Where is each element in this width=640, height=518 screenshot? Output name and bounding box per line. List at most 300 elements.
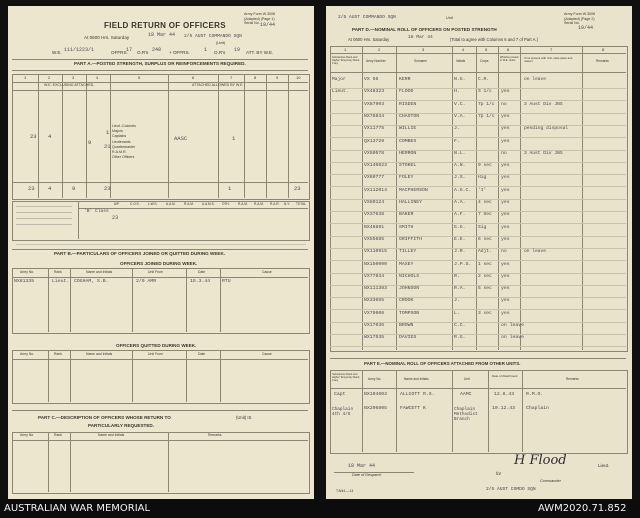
roll-cell: V.A. — [454, 113, 466, 119]
roll-cell: J.P.S. — [454, 261, 472, 267]
col-number: 6 — [192, 75, 195, 80]
col-number: 4 — [462, 47, 465, 52]
cell-value: 1 — [232, 135, 236, 142]
col-head: Whether posted in W.E. ranks — [500, 56, 519, 62]
cell-value: 4 — [48, 133, 52, 140]
e-head: Unit — [464, 377, 470, 381]
roll-cell: L. — [454, 310, 460, 316]
rule — [48, 432, 49, 492]
archive-footer — [0, 500, 640, 518]
roll-cell: KERR — [399, 77, 411, 82]
unit-typed: 2/5 AUST COMMANDO SQN — [184, 34, 242, 39]
col-head: Army Number — [366, 59, 386, 63]
rule — [244, 74, 245, 198]
cell-value: 1 — [106, 129, 110, 136]
rule — [12, 359, 308, 360]
roll-cell: J. — [454, 298, 460, 304]
roll-cell: on leave — [524, 77, 547, 82]
e-cell: AAMC — [460, 392, 472, 397]
roll-cell: SMITH — [399, 224, 414, 230]
cell-value: 9 — [88, 139, 92, 146]
col-head: Corps — [480, 59, 489, 63]
print-code: T.8/44.—14 — [336, 489, 354, 493]
col-head: Substantive Rank and Higher Temporary Rank, if any — [332, 56, 361, 65]
roll-cell: 3 Aust Div JNS — [524, 150, 563, 156]
signed-unit: 2/5 AUST COMDO SQN — [486, 487, 536, 492]
roll-cell: A.F. — [454, 212, 466, 218]
part-a-title: PART A.—POSTED STRENGTH, SURPLUS OR REINFORCEMENTS REQUIRED. — [74, 61, 246, 66]
ors-value: 248 — [152, 47, 162, 53]
sub-head: L.W.S. — [148, 202, 158, 206]
col-number: 2 — [48, 75, 51, 80]
join-head: Date — [198, 270, 206, 274]
e-cell: Chaplain — [526, 406, 550, 411]
roll-cell: yes — [501, 126, 510, 132]
sub-head: OTH. — [222, 202, 230, 206]
e-cell: NX206805 — [364, 406, 388, 411]
c-head: Rank — [54, 433, 62, 437]
part-e-title: PART E.—NOMINAL ROLL OF OFFICERS ATTACHED FROM OTHER UNITS. — [364, 361, 521, 366]
roll-cell: VX48323 — [364, 89, 385, 95]
sub-head: R.A.R. — [270, 202, 280, 206]
quitted-title: OFFICERS QUITTED DURING WEEK. — [116, 343, 197, 348]
we-excluding-header: W.E. EXCLUDING ATTACHED. — [44, 83, 95, 87]
sub-head: R.A.M. — [238, 202, 248, 206]
rule — [16, 218, 72, 219]
roll-cell: yes — [501, 261, 510, 267]
rule — [288, 74, 289, 198]
total-note: (Total to agree with Columns 6 and 7 of Part A.) — [450, 37, 538, 42]
rule — [522, 370, 523, 452]
roll-cell: R.G. — [454, 335, 466, 341]
roll-cell: 6 sec — [478, 236, 492, 242]
right-form-page — [326, 6, 632, 499]
serial-number: 19/44 — [260, 22, 276, 28]
total-value: 23 — [104, 185, 111, 192]
roll-cell: yes — [501, 187, 510, 193]
for-label: for — [496, 471, 502, 476]
rule — [12, 440, 308, 441]
roll-cell: QX13729 — [364, 138, 385, 144]
e-cell: R.M.O. — [526, 392, 544, 397]
total-value: 23 — [28, 185, 35, 192]
roll-cell: VX 56 — [364, 77, 379, 82]
join-head: Unit From — [148, 270, 163, 274]
roll-cell: Adjt. — [478, 249, 492, 255]
e-head: Name and Initials — [404, 377, 429, 381]
col-number: 1 — [24, 75, 27, 80]
roll-cell: yes — [501, 200, 510, 205]
e-cell: 10.12.43 — [492, 406, 516, 411]
rule — [12, 70, 308, 71]
rule — [12, 249, 308, 250]
roll-cell: VX80124 — [364, 200, 385, 205]
rule — [220, 268, 221, 332]
roll-cell: NX46891 — [364, 224, 385, 230]
offrs-value: 17 — [126, 47, 133, 53]
join-cell: 15.3.44 — [190, 279, 211, 284]
sub-head: TOTAL — [296, 202, 306, 206]
e-head: Date of Attachment — [492, 374, 518, 378]
roll-cell: MACPHERSON — [399, 187, 428, 193]
rule — [220, 350, 221, 402]
roll-cell: yes — [501, 310, 510, 316]
roll-cell: yes — [501, 224, 510, 230]
roll-cell: JOHNSON — [399, 286, 420, 292]
c-head: Name and Initials — [98, 433, 125, 437]
col-number: 7 — [230, 75, 233, 80]
roll-cell: A.N. — [454, 163, 466, 169]
col-head: Surname — [414, 59, 427, 63]
ors-label: O.R's — [137, 50, 149, 55]
join-cell: COGHAM, S.B. — [74, 279, 109, 284]
e-cell: NX104603 — [364, 392, 388, 397]
col-number: 8 — [254, 75, 257, 80]
date-typed: 18 Mar 44 — [408, 35, 433, 40]
sub-head: A.A.M. — [166, 202, 176, 206]
roll-cell: yes — [501, 175, 510, 181]
roll-cell: VX87903 — [364, 101, 385, 107]
rule — [132, 350, 133, 402]
col-number: 2 — [378, 47, 381, 52]
roll-cell: DAVIES — [399, 335, 417, 341]
roll-cell: no — [501, 101, 507, 107]
roll-cell: 3 sec — [478, 310, 492, 316]
form-title: FIELD RETURN OF OFFICERS — [104, 21, 226, 30]
roll-cell: pending disposal — [524, 126, 569, 132]
rule — [12, 59, 308, 60]
roll-cell: MAXEY — [399, 261, 414, 267]
col-number: 7 — [550, 47, 553, 52]
class-value: 'B' Class — [84, 209, 109, 214]
rule — [48, 350, 49, 402]
roll-cell: J.R. — [454, 249, 466, 255]
rule — [168, 74, 169, 198]
date-typed: 18 Mar 44 — [148, 32, 176, 38]
roll-cell: yes — [501, 236, 510, 242]
roll-cell: NX111383 — [364, 286, 388, 292]
rule — [12, 182, 308, 183]
join-head: Army No. — [20, 270, 35, 274]
join-cell: Lieut. — [52, 279, 70, 284]
roll-cell: GRIFFITH — [399, 236, 423, 242]
roll-cell: N.G. — [454, 77, 466, 82]
offrs-label: OFFRS. — [111, 50, 128, 55]
roll-cell: BROWN — [399, 323, 414, 328]
roll-cell: WILLIE — [399, 126, 417, 132]
roll-cell: HERRON — [399, 150, 417, 156]
at-line: At 0600 Hrs. Saturday — [84, 35, 130, 40]
total-value: 1 — [228, 185, 232, 192]
join-head: Cause — [262, 270, 272, 274]
quit-head: Date — [198, 352, 206, 356]
roll-cell: no — [501, 150, 507, 156]
rule — [186, 268, 187, 332]
roll-cell: 7p 1/c — [478, 113, 495, 119]
roll-cell: 3 Aust Div JNS — [524, 101, 563, 107]
rule — [452, 370, 453, 452]
signature-rank: Lieut. — [598, 463, 610, 468]
roll-cell: Lieut. — [332, 89, 349, 95]
roll-cell: 5 sec — [478, 286, 492, 292]
roll-cell: yes — [501, 212, 510, 218]
roll-cell: R. — [454, 273, 460, 279]
roll-cell: VX11775 — [364, 126, 385, 132]
col-head: Remarks — [596, 59, 609, 63]
roll-cell: NICHOLS — [399, 273, 420, 279]
rule — [132, 268, 133, 332]
unit-label-2: (Unit) IS — [236, 415, 252, 420]
roll-cell: RISDEN — [399, 101, 417, 107]
part-d-title: PART D.—NOMINAL ROLL OF OFFICERS ON POSTED STRENGTH — [352, 27, 497, 32]
roll-cell: BAKER — [399, 212, 414, 218]
roll-cell: WX17535 — [364, 335, 385, 341]
rule — [330, 388, 626, 389]
col-number: 4 — [96, 75, 99, 80]
cell-value: AASC — [174, 135, 188, 142]
rule — [70, 268, 71, 332]
cell-value: 21 — [104, 143, 111, 150]
roll-cell: CROOK — [399, 298, 414, 304]
roll-cell: yes — [501, 286, 510, 292]
roll-cell: on leave — [524, 249, 547, 255]
join-head: Name and Initials — [86, 270, 113, 274]
archive-id: AWM2020.71.852 — [538, 503, 627, 514]
quit-head: Rank — [54, 352, 62, 356]
e-cell: Chaplain Methodist Branch — [454, 407, 478, 422]
rule — [396, 370, 397, 452]
roll-cell: VX112014 — [364, 187, 388, 193]
roll-cell: yes — [501, 89, 510, 95]
roll-cell: V.C. — [454, 101, 466, 107]
form-id: Army Form W.3008 (Adapted) (Page 1) Serial No. — [244, 12, 275, 25]
ranks-list: Lieut.-Colonels Majors Captains Lieutenants Quartermaster R.A.M.R. Other Officers — [112, 124, 136, 160]
attached-allowed-header: ATTACHED ALLOWED BY W.E. — [192, 83, 244, 87]
roll-cell: F. — [454, 138, 460, 144]
join-cell: NX81335 — [14, 279, 35, 284]
sub-head: A/P — [114, 202, 120, 206]
col-number: 8 — [602, 47, 605, 52]
e-cell: Chaplain 4th 4/8 — [332, 407, 354, 417]
roll-cell: G.G. — [454, 224, 466, 230]
roll-cell: 4 sec — [478, 200, 492, 205]
roll-cell: yes — [501, 138, 510, 144]
rule — [488, 370, 489, 452]
c-head: Army No. — [20, 433, 35, 437]
rule — [266, 74, 267, 198]
col-number: 5 — [138, 75, 141, 80]
join-head: Rank — [54, 270, 62, 274]
roll-cell: on leave — [501, 335, 525, 341]
roll-cell: STOKEL — [399, 163, 417, 169]
join-cell: 2/9 AMR — [136, 279, 157, 284]
quit-head: Unit From — [148, 352, 163, 356]
roll-cell: VX37638 — [364, 212, 385, 218]
sub-head: N.Y. — [284, 202, 290, 206]
row-divider — [330, 346, 626, 347]
roll-cell: Hig — [478, 175, 487, 181]
roll-cell: A.A. — [454, 200, 466, 205]
roll-cell: yes — [501, 298, 510, 304]
col-head: Initials — [456, 59, 466, 63]
roll-cell: VX55685 — [364, 236, 385, 242]
roll-cell: VX110915 — [364, 249, 388, 255]
e-cell: FAWCETT K — [400, 406, 426, 411]
plus-offrs-label: + OFFRS. — [169, 50, 190, 55]
part-c-subtitle: PARTICULARLY REQUESTED. — [88, 423, 155, 428]
rule — [86, 74, 87, 198]
archive-name: AUSTRALIAN WAR MEMORIAL — [4, 503, 151, 514]
roll-cell: FLOOD — [399, 89, 414, 95]
we-label: W.E. — [52, 50, 62, 55]
part-c-table — [12, 432, 310, 494]
roll-cell: VX79606 — [364, 310, 385, 316]
total-value: 4 — [48, 185, 52, 192]
roll-cell: VX140823 — [364, 163, 388, 169]
left-form-page — [8, 6, 314, 499]
rule — [48, 268, 49, 332]
roll-cell: C.R. — [478, 77, 490, 82]
serial-number: 19/44 — [578, 25, 594, 31]
roll-cell: R.A. — [454, 286, 466, 292]
att-offrs-value: 1 — [204, 47, 208, 53]
att-ors-value: 19 — [234, 47, 241, 53]
col-number: 3 — [422, 47, 425, 52]
rule — [78, 208, 308, 209]
col-number: 5 — [485, 47, 488, 52]
roll-cell: 7 Sec — [478, 212, 492, 218]
e-head: Army No. — [368, 377, 382, 381]
rule — [62, 74, 63, 198]
roll-cell: on leave — [501, 323, 525, 328]
rule — [12, 410, 308, 411]
roll-cell: yes — [501, 273, 510, 279]
quit-head: Cause — [262, 352, 272, 356]
roll-cell: VX60777 — [364, 175, 385, 181]
col-number: 1 — [344, 47, 347, 52]
rule — [12, 277, 308, 278]
roll-cell: S 1/c — [478, 89, 492, 95]
class-count: 23 — [112, 215, 119, 221]
col-number: 3 — [72, 75, 75, 80]
roll-cell: A.G.C. — [454, 187, 472, 193]
at-line: At 0600 Hrs. Saturday — [348, 37, 390, 42]
roll-cell: VX77834 — [364, 273, 385, 279]
form-id: Army Form W.3008 (Adapted) (Page 2) Serial No. — [564, 12, 595, 25]
rule — [38, 74, 39, 198]
quit-head: Name and Initials — [86, 352, 113, 356]
rule — [16, 206, 72, 207]
rule — [70, 350, 71, 402]
roll-cell: 1 sec — [478, 261, 492, 267]
we-value: 111/1223/1 — [64, 47, 95, 53]
rule — [16, 212, 72, 213]
roll-cell: CHASTON — [399, 113, 420, 119]
rule — [218, 74, 219, 198]
e-cell: ALLCOTT R.S. — [400, 392, 435, 397]
col-head: If not present with Unit, state place and reason — [524, 56, 573, 64]
sub-head: R.A.M. — [254, 202, 264, 206]
col-number: 10 — [296, 75, 301, 80]
e-cell: Capt — [334, 392, 346, 397]
despatch-label: Date of Despatch — [352, 473, 382, 477]
rule — [16, 224, 72, 225]
roll-cell: J.S. — [454, 175, 466, 181]
roll-cell: Major — [332, 77, 346, 82]
e-cell: 12.8.43 — [494, 392, 515, 397]
sub-head: R.A.M. — [184, 202, 194, 206]
roll-cell: NX150000 — [364, 261, 388, 267]
rule — [362, 370, 363, 452]
total-value: 9 — [72, 185, 76, 192]
despatch-date: 18 Mar 44 — [348, 463, 376, 469]
rule — [12, 90, 308, 91]
commander-label: Commander — [540, 479, 561, 483]
rule — [70, 432, 71, 492]
total-value: 23 — [294, 185, 301, 192]
roll-cell: no — [501, 249, 507, 255]
roll-cell: J. — [454, 126, 460, 132]
unit-top: 2/5 AUST COMMANDO SQN — [338, 15, 396, 20]
roll-cell: COMBES — [399, 138, 417, 144]
roll-cell: TILLEY — [399, 249, 417, 255]
roll-cell: HALLINEY — [399, 200, 423, 205]
cell-value: 23 — [30, 133, 37, 140]
sub-head: A.A.M.S. — [202, 202, 215, 206]
roll-cell: NX33655 — [364, 298, 385, 304]
roll-cell: VX50578 — [364, 150, 385, 156]
joined-title: OFFICERS JOINED DURING WEEK. — [120, 261, 198, 266]
unit-label: Unit — [446, 16, 453, 20]
roll-cell: yes — [501, 163, 510, 169]
col-number: 6 — [507, 47, 510, 52]
col-number: 9 — [276, 75, 279, 80]
rule — [168, 432, 169, 492]
rule — [110, 74, 111, 198]
roll-cell: 2 sec — [478, 273, 492, 279]
ors-label-2: O.R's — [214, 50, 226, 55]
rule — [78, 201, 79, 239]
c-head: Remarks — [208, 433, 222, 437]
part-c-title: PART C.—DESCRIPTION OF OFFICERS WHOSE RETURN TO — [38, 415, 171, 420]
roll-cell: 'I' — [478, 187, 487, 193]
roll-cell: E.E. — [454, 236, 466, 242]
roll-cell: NX78834 — [364, 113, 385, 119]
roll-cell: Sig — [478, 224, 487, 230]
roll-cell: H. — [454, 89, 460, 95]
roll-cell: yes — [501, 113, 510, 119]
roll-cell: 7p 1/c — [478, 101, 495, 107]
rule — [186, 350, 187, 402]
roll-cell: N.L. — [454, 150, 466, 156]
roll-cell: FOLEY — [399, 175, 414, 181]
att-by-we-label: ATT. BY W.E. — [246, 50, 274, 55]
roll-cell: 9 sec — [478, 163, 492, 169]
e-head: Remarks — [566, 377, 579, 381]
join-cell: RTU — [222, 279, 231, 284]
signature: H Flood — [514, 453, 567, 468]
subtable — [12, 201, 310, 241]
sub-head: C.O.S. — [130, 202, 140, 206]
rule — [330, 358, 626, 359]
unit-label: (Unit) — [216, 41, 226, 45]
roll-cell: TOMPSON — [399, 310, 420, 316]
rule — [16, 244, 306, 245]
quit-head: Army No. — [20, 352, 35, 356]
e-head: Substantive Rank and Higher Temporary Rank, if any — [332, 373, 361, 382]
part-b-title: PART B.—PARTICULARS OF OFFICERS JOINED OR QUITTED DURING WEEK. — [54, 251, 226, 256]
roll-cell: VX17036 — [364, 323, 385, 328]
